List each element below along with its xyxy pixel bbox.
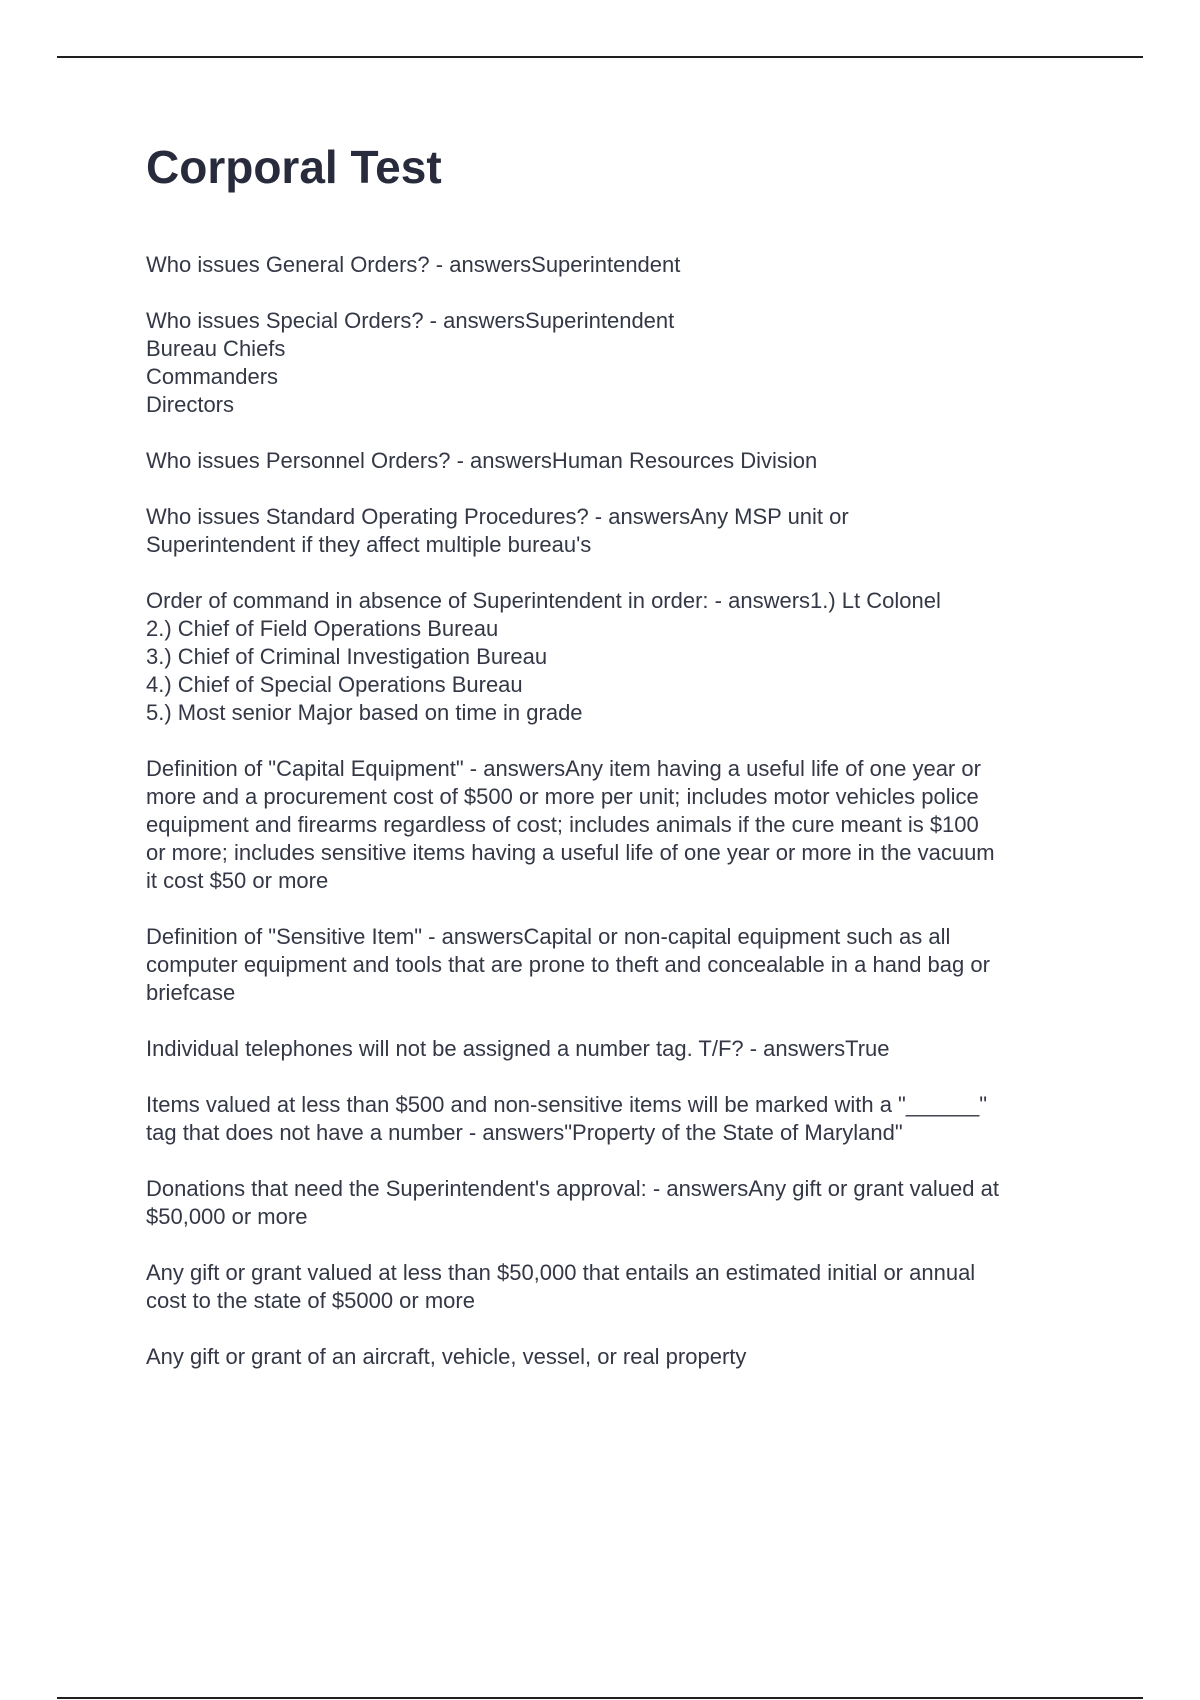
qa-entry: Who issues Personnel Orders? - answersHuman Resources Division: [146, 448, 818, 474]
bottom-divider: [57, 1697, 1143, 1699]
qa-entry: Any gift or grant of an aircraft, vehicle, vessel, or real property: [146, 1344, 747, 1370]
top-divider: [57, 56, 1143, 58]
qa-entry: Who issues Standard Operating Procedures? - answersAny MSP unit or Superintendent if they affect multiple bureau's: [146, 504, 849, 558]
qa-entry: Items valued at less than $500 and non-sensitive items will be marked with a "______" tag that does not have a number - answers"Property of the State of Maryland": [146, 1092, 988, 1146]
qa-entry: Order of command in absence of Superintendent in order: - answers1.) Lt Colonel 2.) Chief of Field Operations Bureau 3.) Chief of Criminal Investigation Bureau 4.) Chief of Special Operations Bureau 5.) Most senior Major based on time in grade: [146, 588, 941, 726]
qa-entry: Who issues Special Orders? - answersSuperintendent Bureau Chiefs Commanders Directors: [146, 308, 675, 418]
qa-entry: Definition of "Capital Equipment" - answersAny item having a useful life of one year or more and a procurement cost of $500 or more per unit; includes motor vehicles police equipment and firearms regardless of cost; includes animals if the cure meant is $100 or more; includes sensitive items having a useful life of one year or more in the vacuum it cost $50 or more: [146, 756, 995, 894]
qa-entry: Individual telephones will not be assigned a number tag. T/F? - answersTrue: [146, 1036, 890, 1062]
qa-entry: Any gift or grant valued at less than $50,000 that entails an estimated initial or annual cost to the state of $5000 or more: [146, 1260, 976, 1314]
document-body: [146, 140, 1086, 1399]
qa-entry: Definition of "Sensitive Item" - answersCapital or non-capital equipment such as all computer equipment and tools that are prone to theft and concealable in a hand bag or briefcase: [146, 924, 990, 1006]
qa-entry: Donations that need the Superintendent's approval: - answersAny gift or grant valued at $50,000 or more: [146, 1176, 999, 1230]
page-title: Corporal Test: [146, 141, 442, 193]
qa-entry: Who issues General Orders? - answersSuperintendent: [146, 252, 681, 278]
